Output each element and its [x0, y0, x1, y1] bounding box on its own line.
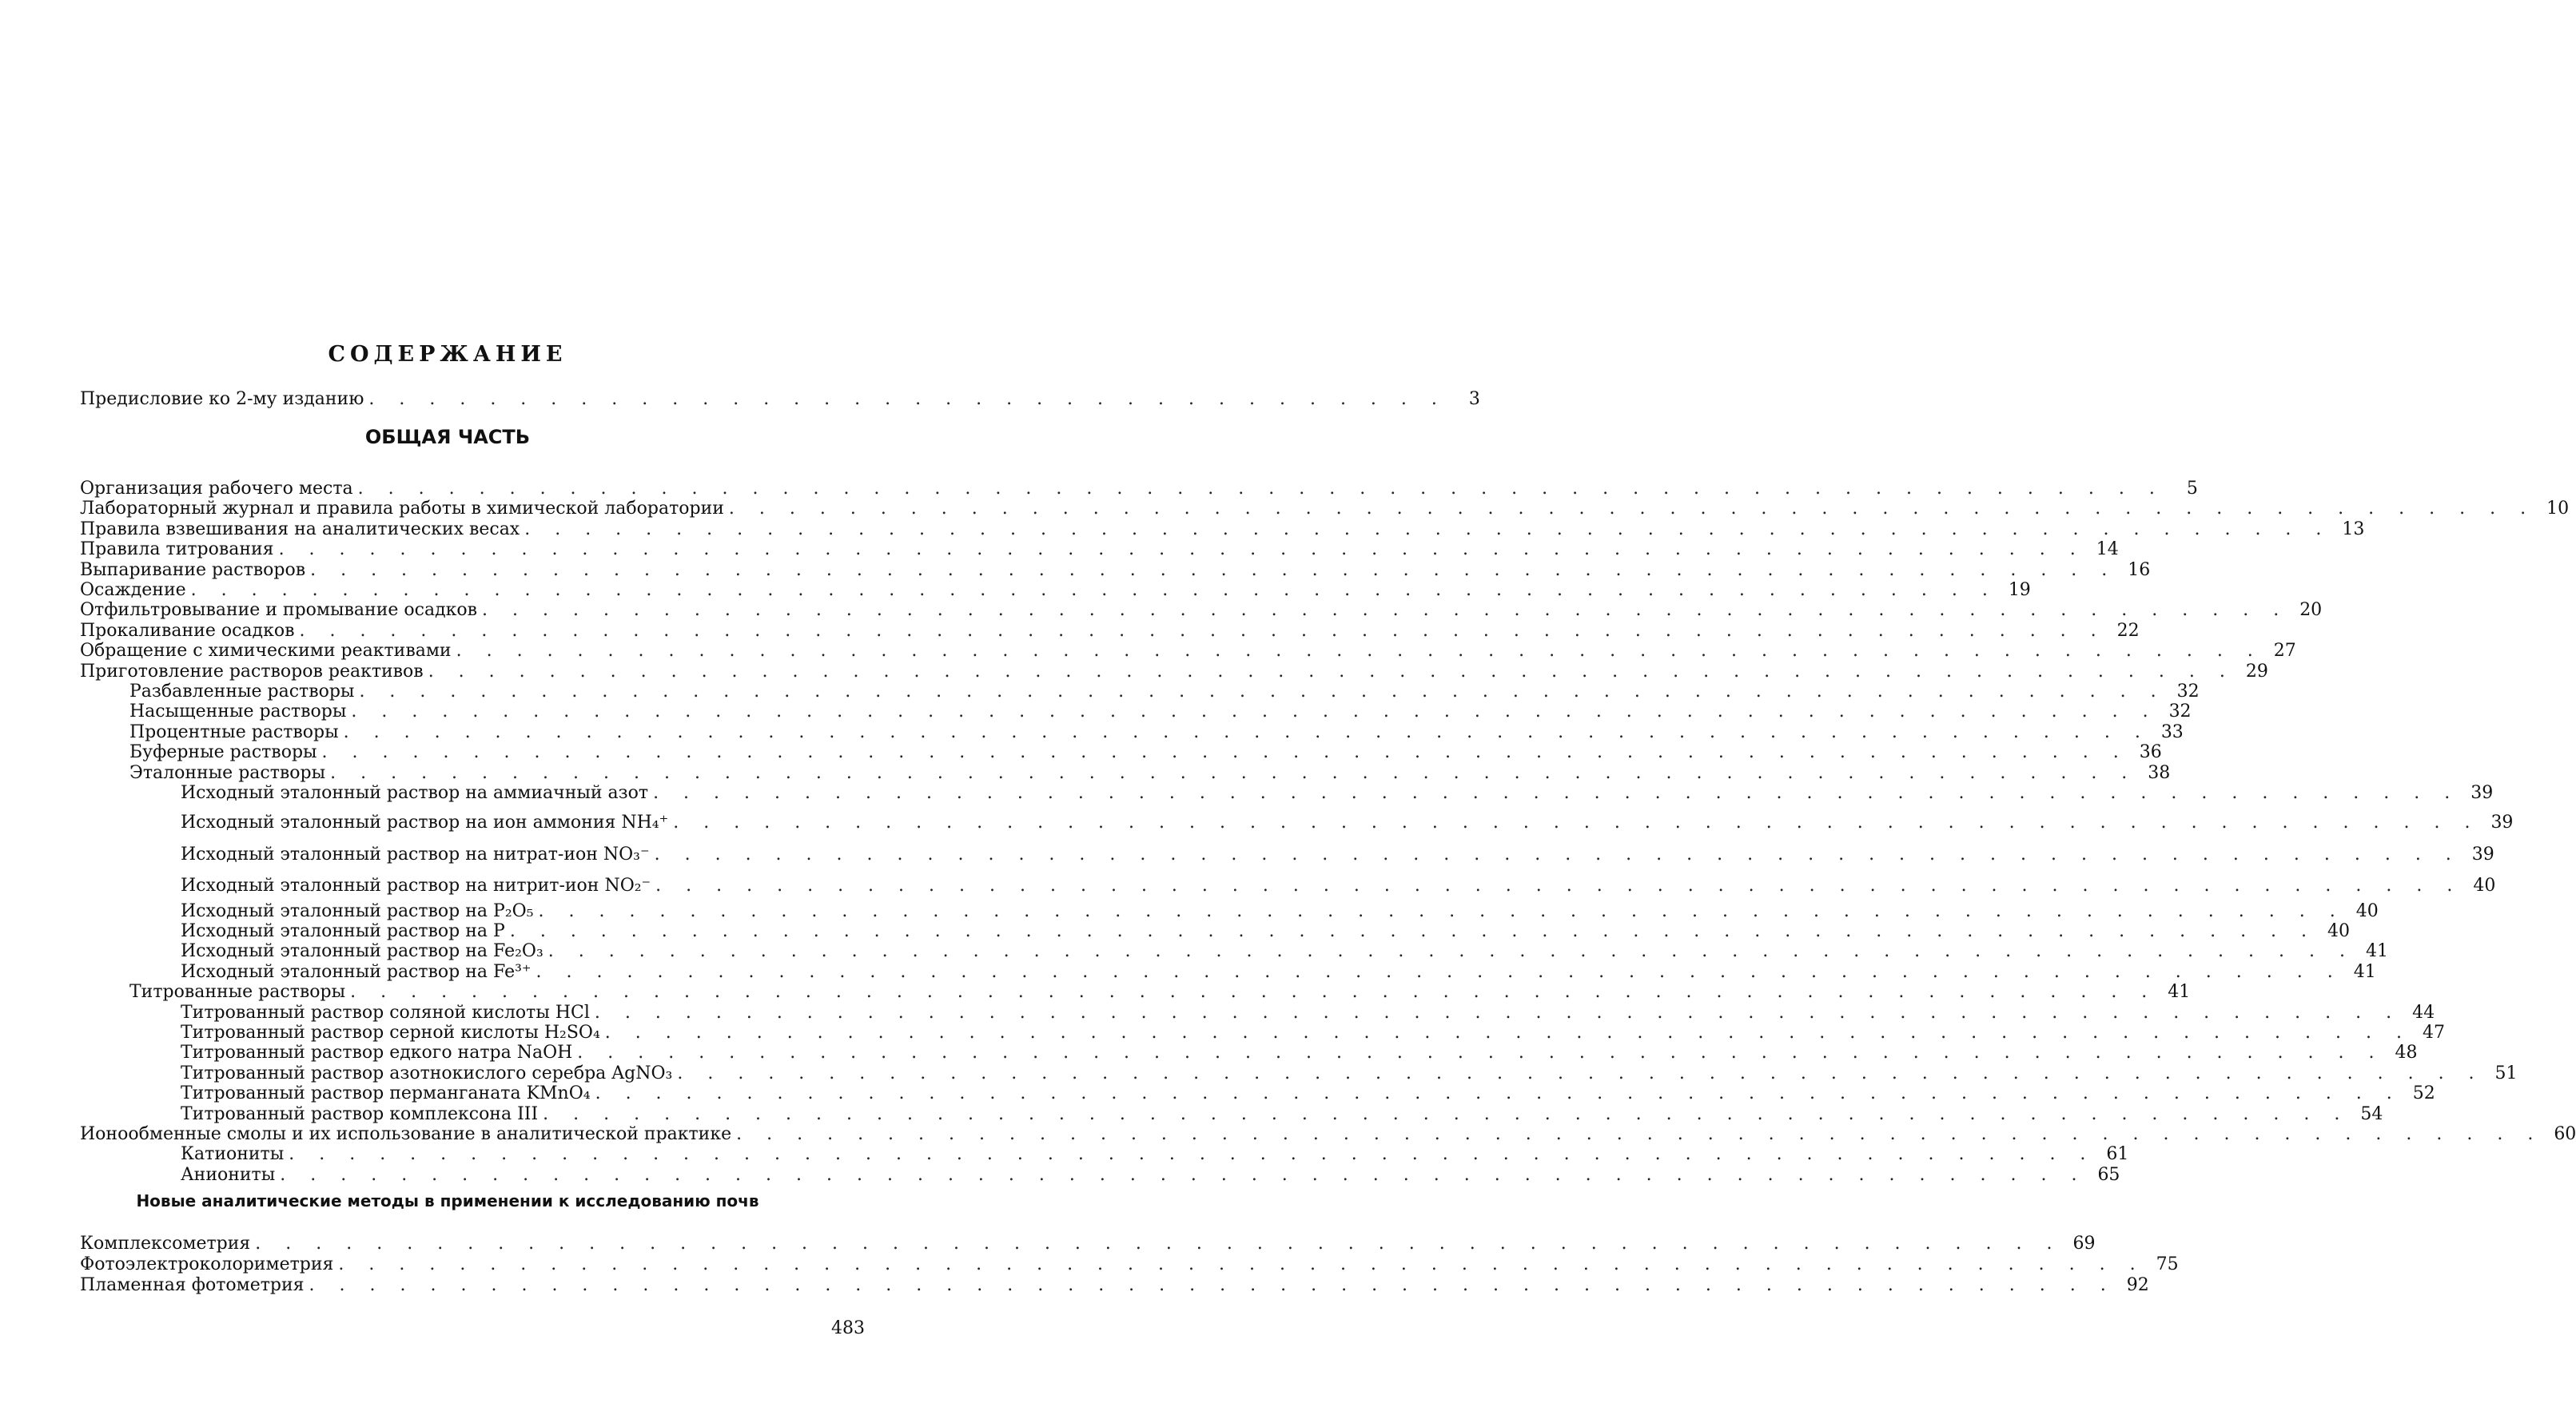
toc-entry-page: 27	[2273, 641, 2296, 662]
toc-entry-page: 75	[2156, 1254, 2179, 1274]
toc-leader-dots: . . . . . . . . . . . . . . . . . . . . . . . . . . . . . . . . . . . . . . . . . . . . . . . . . . . . . . . . . . . .	[190, 580, 1997, 600]
page-title: СОДЕРЖАНИЕ	[328, 342, 567, 367]
section-heading-general: ОБЩАЯ ЧАСТЬ	[364, 426, 531, 448]
toc-leader-dots: . . . . . . . . . . . . . . . . . . . . . . . . . . . . . . . . . . . . . . . . . . . . . . . . . . . . . . . . . . . .	[321, 742, 2128, 763]
toc-entry-label: Титрованный раствор едкого натра NaOH	[181, 1043, 573, 1063]
toc-entry	[129, 721, 2184, 742]
toc-entry-label: Насыщенные растворы	[129, 702, 347, 722]
toc-entry-page: 41	[2353, 961, 2376, 982]
toc-leader-dots: . . . . . . . . . . . . . . . . . . . . . . . . . . . . . . . . . . . . . . . . . . . . . . . . . . . . . . . . . . . .	[351, 702, 2158, 722]
toc-entry	[80, 641, 2296, 662]
toc-entry-page: 92	[2126, 1275, 2149, 1295]
toc-entry	[80, 479, 2198, 499]
toc-leader-dots: . . . . . . . . . . . . . . . . . . . . . . . . . . . . . . . . . . . . . . . . . . . . . . . . . . . . . . . . . . . .	[538, 900, 2345, 921]
toc-entry	[181, 1063, 2518, 1083]
toc-entry-label: Исходный эталонный раствор на нитрат-ион NO₃⁻	[181, 844, 650, 865]
toc-entry-label: Процентные растворы	[129, 721, 339, 742]
toc-entry-label: Предисловие ко 2-му изданию	[80, 389, 364, 409]
toc-entry-page: 52	[2412, 1083, 2435, 1104]
toc-entry-label: Исходный эталонный раствор на ион аммония NH₄⁺	[181, 813, 669, 833]
toc-entry	[80, 559, 2151, 580]
toc-entry-label: Обращение с химическими реактивами	[80, 641, 452, 662]
toc-leader-dots: . . . . . . . . . . . . . . . . . . . . . . . . . . . . . . . . . . . . . . . . . . . . . . . . . . . . . . . . . . . .	[338, 1254, 2145, 1274]
toc-leader-dots: . . . . . . . . . . . . . . . . . . . . . . . . . . . . . . . . . . . . . . . . . . . . . . . . . . . . . . . . . . . .	[428, 661, 2235, 682]
toc-leader-dots: . . . . . . . . . . . . . . . . . . . . . . . . . . . . . . . . . . . . . . . . . . . . . . . . . . . . . . . . . . . .	[654, 844, 2461, 865]
toc-entry-page: 32	[2168, 702, 2192, 722]
toc-entry-page: 48	[2395, 1043, 2418, 1063]
toc-entry	[181, 921, 2351, 941]
toc-leader-dots: . . . . . . . . . . . . . . . . . . . . . . . . . . . . . . . . . . . . . . . . . . . . . . . . . . . . . . . . . . . .	[655, 876, 2463, 896]
toc-entry	[181, 876, 2496, 896]
toc-entry-label: Правила титрования	[80, 539, 274, 560]
toc-entry-page: 61	[2106, 1144, 2129, 1165]
toc-entry-page: 10	[2546, 499, 2570, 519]
toc-entry	[181, 900, 2379, 921]
toc-leader-dots: . . . . . . . . . . . . . . . . . . . . . . . . . . . . . . . . . . . . . . . . . . . . . . . . . . . . . . . . . . . .	[736, 1124, 2543, 1144]
toc-leader-dots: . . . . . . . . . . . . . . . . . . . . . . . . . . . . . . . . . . . . . . . . . . . . . . . . . . . . . . . . . . . .	[280, 1164, 2087, 1185]
section-heading-new-methods: Новые аналитические методы в применении к исследованию почв	[136, 1191, 759, 1210]
toc-entry	[181, 961, 2376, 982]
toc-entry-label: Исходный эталонный раствор на Fe³⁺	[181, 961, 532, 982]
toc-entry	[80, 499, 2570, 519]
toc-entry	[80, 1254, 2179, 1274]
toc-leader-dots: . . . . . . . . . . . . . . . . . . . . . . . . . . . . . . . . . . . . . . . . . . . . . . . . . . . . . . . . . . . .	[359, 682, 2166, 702]
toc-leader-dots: . . . . . . . . . . . . . . . . . . . . . . . . . . . . . . . . . . . . . . . . . . . . . . . . . . . . . . . . . . . .	[524, 519, 2331, 539]
toc-entry	[80, 580, 2031, 600]
toc-leader-dots: . . . . . . . . . . . . . . . . . . . . . . . . . . . . . . . . . . . . . . . . . . . . . . . . . . . . . . . . . . . .	[482, 600, 2289, 621]
toc-entry-label: Разбавленные растворы	[129, 682, 355, 702]
toc-entry	[80, 1124, 2576, 1144]
toc-entry	[181, 1023, 2445, 1043]
toc-entry-label: Организация рабочего места	[80, 479, 353, 499]
toc-entry-label: Исходный эталонный раствор на нитрит-ион NO₂⁻	[181, 876, 651, 896]
toc-entry-page: 3	[1468, 389, 1480, 409]
toc-entry-page: 14	[2096, 539, 2119, 560]
toc-entry-page: 32	[2176, 682, 2200, 702]
toc-leader-dots: . . . . . . . . . . . . . . . . . . . . . . . . . . . . . . . . . . . . . . . . . . . . . . . . . . . . . . . . . . . .	[577, 1043, 2384, 1063]
toc-entry-page: 39	[2471, 844, 2494, 865]
toc-entry-label: Исходный эталонный раствор на аммиачный азот	[181, 783, 649, 803]
toc-entry	[80, 519, 2365, 539]
toc-entry-label: Выпаривание растворов	[80, 559, 306, 580]
toc-entry	[80, 539, 2119, 560]
toc-leader-dots: . . . . . . . . . . . . . . . . . . . . . . . . . . . . . . . . . . . . . . . . . . . . . . . . . . . . . . . . . . . .	[289, 1144, 2096, 1165]
toc-leader-dots: . . . . . . . . . . . . . . . . . . . . . . . . . . . . . . . . . . . . . . . . . . . . . . . . . . . . . . . . . . . .	[673, 813, 2480, 833]
toc-entry	[181, 1144, 2129, 1165]
toc-leader-dots: . . . . . . . . . . . . . . . . . . . . . . . . . . . . . . . . . . . . . . . . . . . . . . . . . . . . . . . . . . . .	[594, 1002, 2402, 1023]
toc-leader-dots: . . . . . . . . . . . . . . . . . . . . . . . . . . . . . . . . . . . . . . . . . . . . . . . . . . . . . . . . . . . .	[343, 721, 2150, 742]
toc-entry-page: 60	[2554, 1124, 2576, 1144]
toc-leader-dots: . . . . . . . . . . . . . . . . . . . . . . . . . . . . . . . . . . . . . . . . . . . . . . . . . . . . . . . . . . . .	[547, 941, 2355, 962]
toc-entry-page: 41	[2168, 982, 2191, 1003]
toc-leader-dots: . . . . . . . . . . . . . . . . . . . . . . . . . . . . . . . . . . . . . . . . . . . . . . . . . . . . . . . . . . . .	[255, 1234, 2062, 1254]
toc-leader-dots: . . . . . . . . . . . . . . . . . . . . . . . . . . . . . . . . . . . . . . . . . . . . . . . . . . . . . . . . . . . .	[543, 1103, 2350, 1124]
toc-leader-dots: . . . . . . . . . . . . . . . . . . . . . . . . . . . . . . . . . . . . . . . . . . . . . . . . . . . . . . . . . . . .	[278, 539, 2085, 560]
toc-leader-dots: . . . . . . . . . . . . . . . . . . . . . . . . . . . . . . . . . . . . . . . . . . . . . . . . . . . . . . . . . . . .	[509, 921, 2317, 941]
toc-entry-label: Пламенная фотометрия	[80, 1275, 305, 1295]
toc-leader-dots: . . . . . . . . . . . . . . . . . . . . . . . . . . . . . . . . . . . . . . . . . . . . . . . . . . . . . . . . . . . .	[350, 982, 2157, 1003]
toc-leader-dots: . . . . . . . . . . . . . . . . . . . . . . . . . . . . . . . . . . . . . . . . . . . . . . . . . . . . . . . . . . . .	[653, 783, 2460, 803]
toc-leader-dots: . . . . . . . . . . . . . . . . . . . . . . . . . . . . . . . . . . . .	[368, 389, 1447, 409]
toc-entry-page: 65	[2097, 1164, 2120, 1185]
toc-leader-dots: . . . . . . . . . . . . . . . . . . . . . . . . . . . . . . . . . . . . . . . . . . . . . . . . . . . . . . . . . . . .	[604, 1023, 2411, 1043]
toc-entry-label: Правила взвешивания на аналитических весах	[80, 519, 520, 539]
toc-leader-dots: . . . . . . . . . . . . . . . . . . . . . . . . . . . . . . . . . . . . . . . . . . . . . . . . . . . . . . . . . . . .	[330, 762, 2137, 783]
toc-entry	[129, 762, 2171, 783]
toc-entry-page: 39	[2470, 783, 2494, 803]
toc-entry-label: Титрованный раствор соляной кислоты HCl	[181, 1002, 590, 1023]
toc-entry-label: Осаждение	[80, 580, 186, 600]
toc-entry-label: Буферные растворы	[129, 742, 317, 763]
toc-entry	[181, 783, 2494, 803]
toc-entry	[181, 1164, 2120, 1185]
toc-entry-page: 13	[2342, 519, 2365, 539]
toc-entry	[129, 982, 2191, 1003]
toc-entry-page: 29	[2245, 661, 2268, 682]
toc-entry	[129, 682, 2200, 702]
toc-entry-page: 39	[2490, 813, 2514, 833]
toc-entry	[181, 1002, 2435, 1023]
toc-leader-dots: . . . . . . . . . . . . . . . . . . . . . . . . . . . . . . . . . . . . . . . . . . . . . . . . . . . . . . . . . . . .	[310, 559, 2117, 580]
toc-entry-page: 19	[2008, 580, 2031, 600]
toc-entry-label: Катиониты	[181, 1144, 285, 1165]
toc-entry-label: Титрованный раствор перманганата KMnO₄	[181, 1083, 591, 1104]
toc-entry	[181, 941, 2388, 962]
toc-entry-page: 41	[2365, 941, 2388, 962]
toc-entry-page: 40	[2327, 921, 2351, 941]
toc-entry-label: Отфильтровывание и промывание осадков	[80, 600, 477, 621]
toc-entry-page: 54	[2360, 1103, 2383, 1124]
toc-entry-label: Титрованный раствор серной кислоты H₂SO₄	[181, 1023, 600, 1043]
toc-entry-label: Ионообменные смолы и их использование в аналитической практике	[80, 1124, 732, 1144]
toc-entry-page: 22	[2116, 620, 2140, 641]
toc-entry-page: 40	[2473, 876, 2496, 896]
toc-leader-dots: . . . . . . . . . . . . . . . . . . . . . . . . . . . . . . . . . . . . . . . . . . . . . . . . . . . . . . . . . . . .	[299, 620, 2106, 641]
toc-entry-label: Исходный эталонный раствор на P	[181, 921, 505, 941]
toc-entry-label: Исходный эталонный раствор на P₂O₅	[181, 900, 534, 921]
toc-entry-page: 36	[2139, 742, 2162, 763]
toc-entry-page: 33	[2160, 721, 2184, 742]
toc-entry-page: 51	[2494, 1063, 2518, 1083]
toc-entry	[80, 600, 2323, 621]
toc-entry	[129, 742, 2162, 763]
toc-entry	[181, 1083, 2435, 1104]
toc-entry	[80, 1234, 2096, 1254]
toc-entry-label: Приготовление растворов реактивов	[80, 661, 424, 682]
toc-entry	[181, 813, 2514, 833]
toc-entry-label: Прокаливание осадков	[80, 620, 295, 641]
toc-entry-label: Титрованный раствор азотнокислого серебра AgNO₃	[181, 1063, 673, 1083]
toc-entry-page: 47	[2422, 1023, 2445, 1043]
toc-entry-preface	[80, 389, 1480, 409]
toc-entry-label: Титрованный раствор комплексона III	[181, 1103, 539, 1124]
toc-entry-page: 16	[2128, 559, 2151, 580]
toc-leader-dots: . . . . . . . . . . . . . . . . . . . . . . . . . . . . . . . . . . . . . . . . . . . . . . . . . . . . . . . . . . . .	[677, 1063, 2484, 1083]
toc-leader-dots: . . . . . . . . . . . . . . . . . . . . . . . . . . . . . . . . . . . . . . . . . . . . . . . . . . . . . . . . . . . .	[728, 499, 2536, 519]
toc-entry-label: Аниониты	[181, 1164, 276, 1185]
toc-entry-label: Фотоэлектроколориметрия	[80, 1254, 334, 1274]
toc-entry-page: 5	[2186, 479, 2198, 499]
toc-entry-label: Комплексометрия	[80, 1234, 251, 1254]
toc-entry	[181, 844, 2494, 865]
toc-leader-dots: . . . . . . . . . . . . . . . . . . . . . . . . . . . . . . . . . . . . . . . . . . . . . . . . . . . . . . . . . . . .	[536, 961, 2343, 982]
page-number: 483	[831, 1318, 865, 1338]
toc-entry	[181, 1043, 2418, 1063]
toc-entry	[181, 1103, 2383, 1124]
toc-entry	[80, 661, 2268, 682]
toc-entry-label: Титрованные растворы	[129, 982, 346, 1003]
toc-leader-dots: . . . . . . . . . . . . . . . . . . . . . . . . . . . . . . . . . . . . . . . . . . . . . . . . . . . . . . . . . . . .	[595, 1083, 2402, 1104]
toc-entry-page: 69	[2072, 1234, 2096, 1254]
toc-entry	[80, 620, 2140, 641]
toc-entry-page: 20	[2299, 600, 2323, 621]
toc-entry-page: 44	[2412, 1002, 2435, 1023]
toc-entry-page: 40	[2355, 900, 2379, 921]
toc-entry	[80, 1275, 2149, 1295]
toc-leader-dots: . . . . . . . . . . . . . . . . . . . . . . . . . . . . . . . . . . . . . . . . . . . . . . . . . . . . . . . . . . . .	[357, 479, 2164, 499]
toc-leader-dots: . . . . . . . . . . . . . . . . . . . . . . . . . . . . . . . . . . . . . . . . . . . . . . . . . . . . . . . . . . . .	[456, 641, 2263, 662]
toc-leader-dots: . . . . . . . . . . . . . . . . . . . . . . . . . . . . . . . . . . . . . . . . . . . . . . . . . . . . . . . . . . . .	[309, 1275, 2116, 1295]
toc-entry-page: 38	[2148, 762, 2171, 783]
toc-entry-label: Исходный эталонный раствор на Fe₂O₃	[181, 941, 543, 962]
toc-entry	[129, 702, 2192, 722]
toc-entry-label: Лабораторный журнал и правила работы в химической лаборатории	[80, 499, 724, 519]
toc-entry-label: Эталонные растворы	[129, 762, 326, 783]
